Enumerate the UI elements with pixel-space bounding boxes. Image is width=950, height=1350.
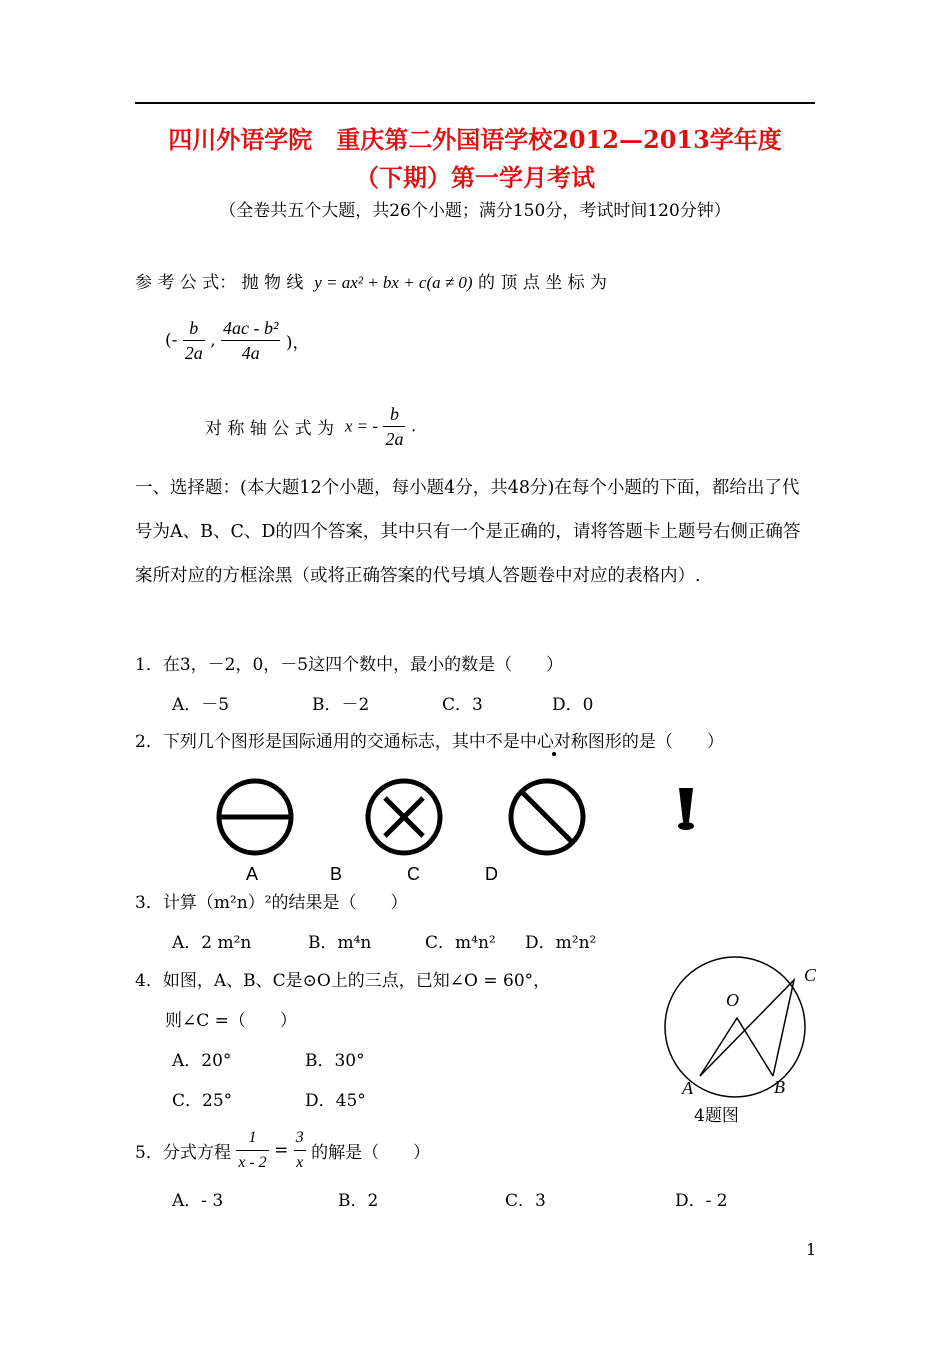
q5-option-b: B．2	[338, 1191, 379, 1211]
vertex-text: 的 顶 点 坐 标 为	[478, 273, 608, 293]
q3-option-c: C．m⁴n²	[425, 933, 496, 953]
section1-intro: 一、选择题：(本大题12个小题，每小题4分，共48分)在每个小题的下面，都给出了代号为A、B、C、D的四个答案，其中只有一个是正确的，请将答题卡上题号右侧正确答案所对应的方框涂黑（或将正确答案的代号填人答题卷中对应的表格内）.	[135, 478, 801, 586]
q5-fraction-2: $\frac{3}{x}$	[294, 1126, 306, 1175]
q4-option-a: A．20°	[172, 1051, 232, 1071]
vertex-fraction-2: $\frac{\text{4ac - b²}}{4a}$	[223, 318, 279, 363]
vertex-open: (-	[165, 330, 178, 351]
figure-label-c: C	[407, 864, 420, 884]
q4-stem: 4．如图，A、B、C是⊙O上的三点，已知∠O = 60°，	[135, 971, 551, 991]
q5-option-d: D．- 2	[675, 1191, 728, 1211]
q4-stem-2: 则∠C =（ ）	[165, 1011, 297, 1031]
point-c-label: C	[804, 965, 817, 985]
formula-line	[135, 268, 607, 293]
point-o-label: O	[726, 990, 739, 1010]
sign-a-icon	[219, 781, 291, 853]
q2-stem: 2．下列几个图形是国际通用的交通标志，其中不是中心对称图形的是（ ）	[135, 732, 724, 752]
q3-option-a: A．2 m²n	[172, 933, 252, 953]
vertex-formula: (- $\frac{b}{2a}$ , $\frac{\text{4ac - b²}}{4a}$ )，	[165, 318, 310, 363]
q4-figure-caption: 4题图	[694, 1106, 739, 1126]
q5-option-c: C．3	[505, 1191, 546, 1211]
q4-option-d: D．45°	[305, 1091, 366, 1111]
q3-stem: 3．计算（m²n）²的结果是（ ）	[135, 893, 408, 913]
q4-option-c: C．25°	[172, 1091, 233, 1111]
q1-option-b: B．－2	[312, 695, 370, 715]
axis-text: 对 称 轴 公 式 为	[205, 419, 335, 439]
q4-circle-figure	[660, 950, 820, 1098]
axis-fraction: $\frac{b}{2a}$	[385, 404, 404, 449]
parabola-equation: y = ax² + bx + c(a ≠ 0)	[314, 273, 473, 292]
top-rule	[135, 102, 815, 104]
q1-stem: 1．在3，－2，0，－5这四个数中，最小的数是（ ）	[135, 655, 564, 675]
vertex-close: )，	[285, 333, 310, 353]
q5-stem: 5．分式方程 $\frac{1}{x - 2}$ = $\frac{3}{x}$ 的解是（ ）	[135, 1126, 430, 1175]
traffic-signs-figure	[205, 770, 725, 865]
figure-label-a: A	[246, 864, 259, 884]
figure-label-d: D	[485, 864, 498, 884]
axis-lhs: x = -	[344, 416, 379, 436]
q1-option-c: C．3	[442, 695, 483, 715]
exam-title-line2: （下期）第一学月考试	[355, 163, 595, 192]
vertex-fraction-1: $\frac{b}{2a}$	[184, 318, 203, 363]
q3-option-b: B．m⁴n	[308, 933, 372, 953]
figure-label-b: B	[330, 864, 343, 884]
axis-formula	[205, 402, 416, 451]
q1-option-d: D．0	[552, 695, 594, 715]
point-a-label: A	[682, 1078, 693, 1098]
sign-b-icon	[368, 781, 440, 853]
q1-option-a: A．－5	[172, 695, 230, 715]
formula-intro: 参 考 公 式： 抛 物 线	[135, 273, 304, 293]
q5-fraction-1: $\frac{1}{x - 2}$	[236, 1126, 268, 1175]
q5-option-a: A．- 3	[172, 1191, 224, 1211]
emphasis-dot	[552, 752, 556, 756]
page-number: 1	[806, 1240, 817, 1259]
q3-option-d: D．m²n²	[525, 933, 597, 953]
point-b-label: B	[774, 1077, 785, 1097]
axis-end: .	[410, 416, 417, 437]
exam-note: （全卷共五个大题，共26个小题；满分150分，考试时间120分钟）	[219, 201, 731, 221]
sign-d-icon	[678, 788, 694, 830]
exam-title-line1: 四川外语学院 重庆第二外国语学校2012—2013学年度	[168, 125, 782, 154]
q4-option-b: B．30°	[305, 1051, 365, 1071]
sign-c-icon	[511, 781, 583, 853]
